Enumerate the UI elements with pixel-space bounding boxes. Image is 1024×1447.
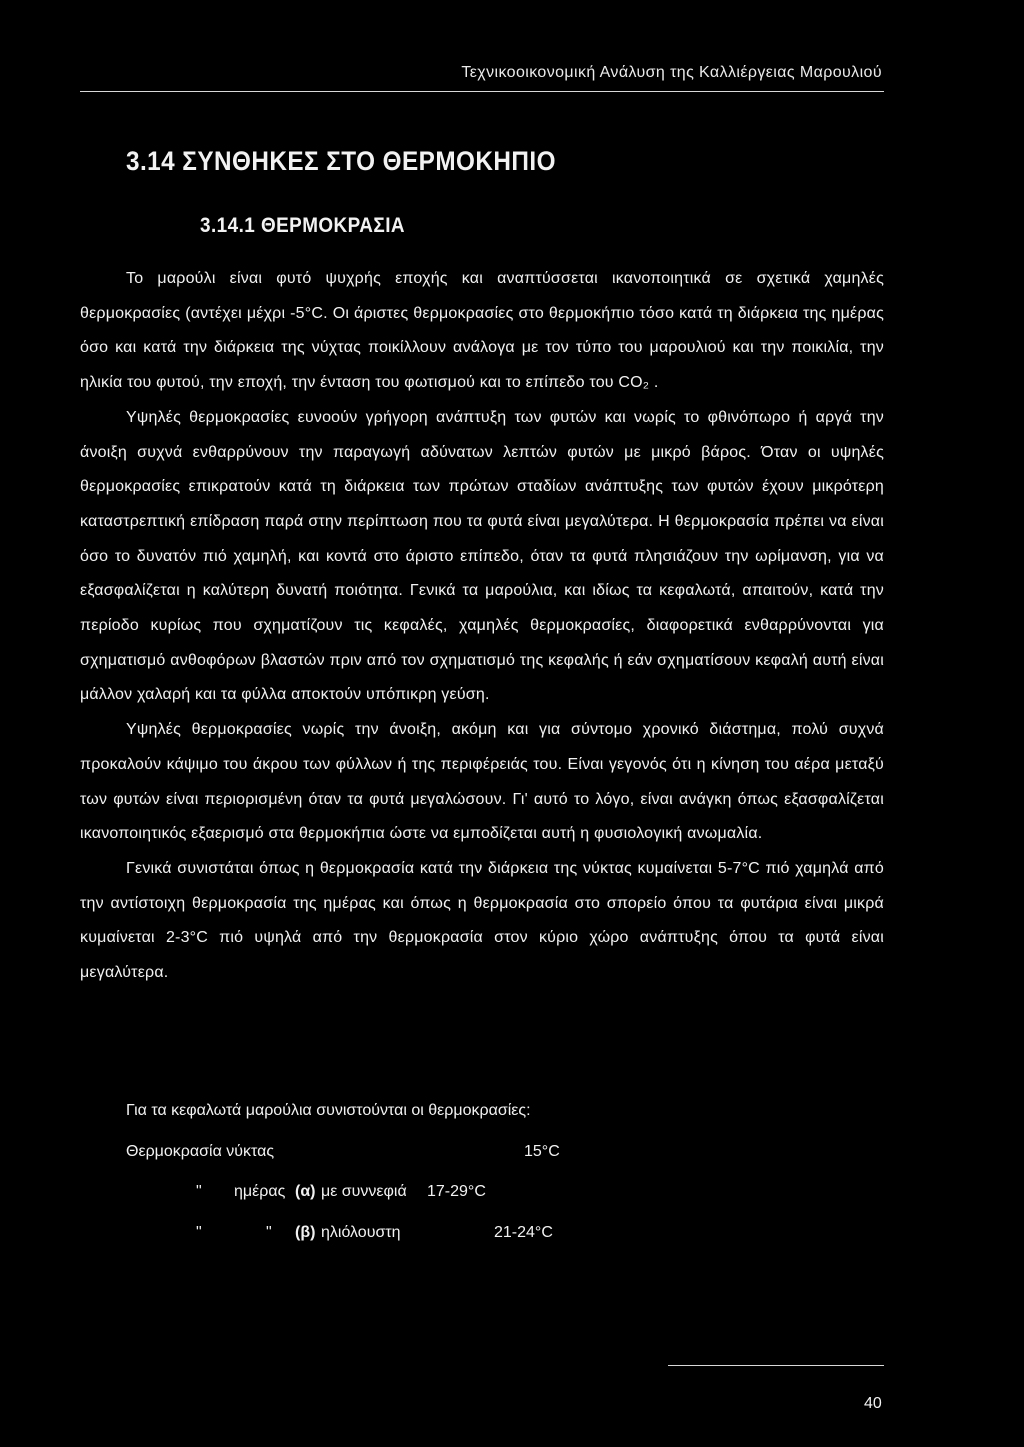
paragraph-1: Το μαρούλι είναι φυτό ψυχρής εποχής και αναπτύσσεται ικανοποιητικά σε σχετικά χαμηλές θερμοκρασίες (αντέχει μέχρι -5°C. Οι άριστες θερμοκρασίες στο θερμοκήπιο τόσο κατά τη διάρκεια της ημέρας όσο και κατά την διάρκεια της νύχτας ποικίλλουν ανάλογα με τον τύπο του μαρουλιού και την ποικιλία, την ηλικία του φυτού, την εποχή, την ένταση του φωτισμού και το επίπεδο του CO₂ . — [80, 270, 884, 392]
body-text — [80, 262, 884, 991]
paragraph-4: Γενικά συνιστάται όπως η θερμοκρασία κατά την διάρκεια της νύκτας κυμαίνεται 5-7°C πιό χαμηλά από την αντίστοιχη θερμοκρασία της ημέρας και όπως η θερμοκρασία στο σπορείο όπου τα φυτάρια είναι μικρά κυμαίνεται 2-3°C πιό υψηλά από την θερμοκρασία στον κύριο χώρο ανάπτυξης όπου τα φυτά είναι μεγαλύτερα. — [80, 859, 884, 982]
condition-cloudy-label: με συννεφιά — [321, 1183, 407, 1200]
condition-day-label: ημέρας — [234, 1183, 286, 1200]
ditto-mark: " — [196, 1224, 202, 1241]
condition-marker-b: (β) — [295, 1224, 316, 1241]
footer-rule — [668, 1365, 884, 1366]
condition-night-label: Θερμοκρασία νύκτας — [126, 1143, 275, 1160]
condition-day-cloudy-row — [196, 1183, 486, 1201]
conditions-intro: Για τα κεφαλωτά μαρούλια συνιστούνται οι θερμοκρασίες: — [126, 1102, 531, 1119]
ditto-mark: " — [196, 1183, 202, 1200]
condition-sunny-label: ηλιόλουστη — [321, 1224, 401, 1241]
subsection-title: 3.14.1 ΘΕΡΜΟΚΡΑΣΙΑ — [200, 214, 406, 237]
paragraph-3: Υψηλές θερμοκρασίες νωρίς την άνοιξη, ακόμη και για σύντομο χρονικό διάστημα, πολύ συχνά προκαλούν κάψιμο του άκρου των φύλλων ή της περιφέρειάς του. Είναι γεγονός ότι η κίνηση του αέρα μεταξύ των φυτών είναι περιορισμένη όταν τα φυτά μεγαλώσουν. Γι' αυτό το λόγο, είναι ανάγκη όπως εξασφαλίζεται ικανοποιητικός εξαερισμό στα θερμοκήπια ώστε να εμποδίζεται αυτή η φυσιολογική ανωμαλία. — [80, 721, 884, 843]
paragraph-2: Υψηλές θερμοκρασίες ευνοούν γρήγορη ανάπτυξη των φυτών και νωρίς το φθινόπωρο ή αργά την άνοιξη συχνά ενθαρρύνουν την παραγωγή αδύνατων λεπτών φυτών με μικρό βάρος. Όταν οι υψηλές θερμοκρασίες επικρατούν κατά τη διάρκεια των πρώτων σταδίων ανάπτυξης των φυτών έχουν μικρότερη καταστρεπτική επίδραση παρά στην περίπτωση που τα φυτά είναι μεγαλύτερα. Η θερμοκρασία πρέπει να είναι όσο το δυνατόν πιό χαμηλή, και κοντά στο άριστο επίπεδο, όταν τα φυτά πλησιάζουν την ωρίμανση, για να εξασφαλίζεται η καλύτερη δυνατή ποιότητα. Γενικά τα μαρούλια, και ιδίως τα κεφαλωτά, απαιτούν, κατά την περίοδο κυρίως που σχηματίζουν τις κεφαλές, χαμηλές θερμοκρασίες, διαφορετικά ενθαρρύνονται για σχηματισμό ανθοφόρων βλαστών πριν από τον σχηματισμό της κεφαλής ή εάν σχηματίσουν κεφαλή αυτή είναι μάλλον χαλαρή και τα φύλλα αποκτούν υπόπικρη γεύση. — [80, 408, 884, 704]
condition-day-sunny-row — [196, 1224, 553, 1242]
condition-night-row — [126, 1143, 560, 1161]
condition-sunny-value: 21-24°C — [494, 1224, 553, 1241]
page-number: 40 — [864, 1395, 882, 1412]
running-head: Τεχνικοοικονομική Ανάλυση της Καλλιέργειας Μαρουλιού — [461, 64, 882, 81]
condition-night-value: 15°C — [524, 1143, 560, 1160]
header-rule — [80, 91, 884, 92]
ditto-mark: " — [266, 1224, 272, 1241]
condition-cloudy-value: 17-29°C — [427, 1183, 486, 1200]
section-title: 3.14 ΣΥΝΘΗΚΕΣ ΣΤΟ ΘΕΡΜΟΚΗΠΙΟ — [126, 146, 556, 176]
condition-marker-a: (α) — [295, 1183, 316, 1200]
